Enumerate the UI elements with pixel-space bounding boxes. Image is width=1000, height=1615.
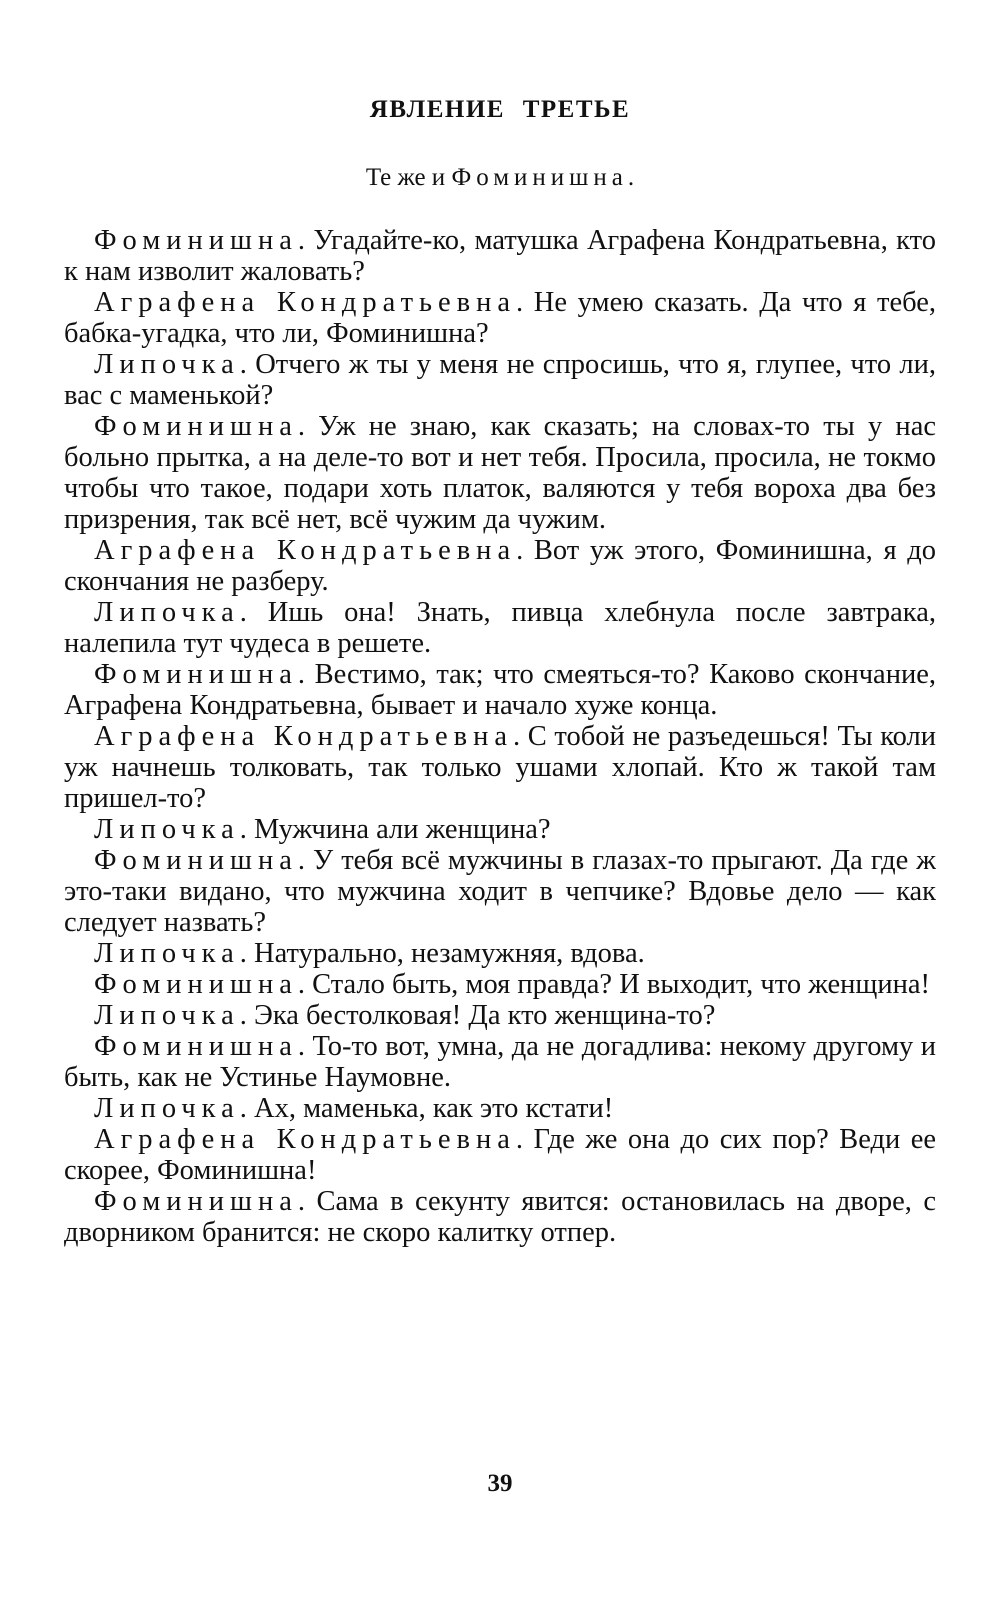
dialogue-block [64, 225, 936, 1248]
line-text: . То-то вот, умна, да не догадлива: некому другому и быть, как не Устинье Наумовне. [64, 1031, 936, 1093]
speaker-name: Фоминишна [94, 659, 298, 690]
line-text: . Вестимо, так; что смеяться-то? Каково скончание, Аграфена Кондратьевна, бывает и начало хуже конца. [64, 659, 936, 721]
line-text: . Мужчина али женщина? [239, 814, 551, 845]
line-text: . Где же она до сих пор? Веди ее скорее, Фоминишна! [64, 1124, 936, 1186]
dialogue-line [64, 969, 936, 1000]
dialogue-line [64, 845, 936, 938]
line-text: . Угадайте-ко, матушка Аграфена Кондратьевна, кто к нам изволит жаловать? [64, 225, 936, 287]
page-number: 39 [487, 1470, 513, 1497]
dialogue-line [64, 814, 936, 845]
dialogue-line [64, 1124, 936, 1186]
speaker-name: Фоминишна [94, 225, 298, 256]
dialogue-line [64, 1000, 936, 1031]
speaker-name: Аграфена Кондратьевна [94, 535, 517, 566]
dialogue-line [64, 1186, 936, 1248]
line-text: . С тобой не разъедешься! Ты коли уж начнешь толковать, так только ушами хлопай. Кто ж такой там пришел-то? [64, 721, 937, 814]
line-text: . Отчего ж ты у меня не спросишь, что я, глупее, что ли, вас с маменькой? [64, 349, 936, 411]
speaker-name: Фоминишна [94, 969, 298, 1000]
speaker-name: Липочка [94, 1000, 240, 1031]
dialogue-line [64, 938, 936, 969]
line-text: . Не умею сказать. Да что я тебе, бабка-угадка, что ли, Фоминишна? [64, 287, 936, 349]
line-text: . Эка бестолковая! Да кто женщина-то? [239, 1000, 716, 1031]
speaker-name: Аграфена Кондратьевна [94, 287, 517, 318]
stage-direction-character: Фоминишна [451, 164, 628, 191]
scene-title: ЯВЛЕНИЕ ТРЕТЬЕ [369, 96, 631, 123]
speaker-name: Фоминишна [94, 1186, 298, 1217]
line-text: . Натурально, незамужняя, вдова. [239, 938, 645, 969]
dialogue-line [64, 1031, 936, 1093]
speaker-name: Липочка [94, 1093, 240, 1124]
speaker-name: Липочка [94, 349, 240, 380]
speaker-name: Аграфена Кондратьевна [94, 721, 514, 752]
dialogue-line [64, 287, 936, 349]
stage-direction-prefix: Те же и [365, 164, 452, 191]
speaker-name: Фоминишна [94, 845, 298, 876]
dialogue-line [64, 411, 936, 535]
speaker-name: Фоминишна [94, 411, 298, 442]
dialogue-line [64, 349, 936, 411]
stage-direction-suffix: . [627, 164, 635, 191]
dialogue-line [64, 535, 936, 597]
speaker-name: Липочка [94, 597, 240, 628]
dialogue-line [64, 659, 936, 721]
line-text: . Уж не знаю, как сказать; на словах-то ты у нас больно прытка, а на деле-то вот и нет тебя. Просила, просила, не токмо чтобы что такое, подари хоть платок, валяются у тебя вороха два без призрения, так всё нет, всё чужим да чужим. [64, 411, 936, 535]
dialogue-line [64, 225, 936, 287]
line-text: . Стало быть, моя правда? И выходит, что женщина! [297, 969, 931, 1000]
speaker-name: Аграфена Кондратьевна [94, 1124, 516, 1155]
dialogue-line [64, 1093, 936, 1124]
speaker-name: Фоминишна [94, 1031, 298, 1062]
line-text: . Вот уж этого, Фоминишна, я до скончания не разберу. [64, 535, 936, 597]
dialogue-line [64, 721, 936, 814]
line-text: . Ах, маменька, как это кстати! [239, 1093, 614, 1124]
line-text: . Ишь она! Знать, пивца хлебнула после завтрака, налепила тут чудеса в решете. [64, 597, 936, 659]
line-text: . Сама в секунту явится: остановилась на дворе, с дворником бранится: не скоро калитку отпер. [64, 1186, 936, 1248]
speaker-name: Липочка [94, 938, 240, 969]
dialogue-line [64, 597, 936, 659]
stage-direction [0, 164, 1000, 192]
line-text: . У тебя всё мужчины в глазах-то прыгают. Да где ж это-таки видано, что мужчина ходит в чепчике? Вдовье дело — как следует назвать? [64, 845, 936, 938]
speaker-name: Липочка [94, 814, 240, 845]
